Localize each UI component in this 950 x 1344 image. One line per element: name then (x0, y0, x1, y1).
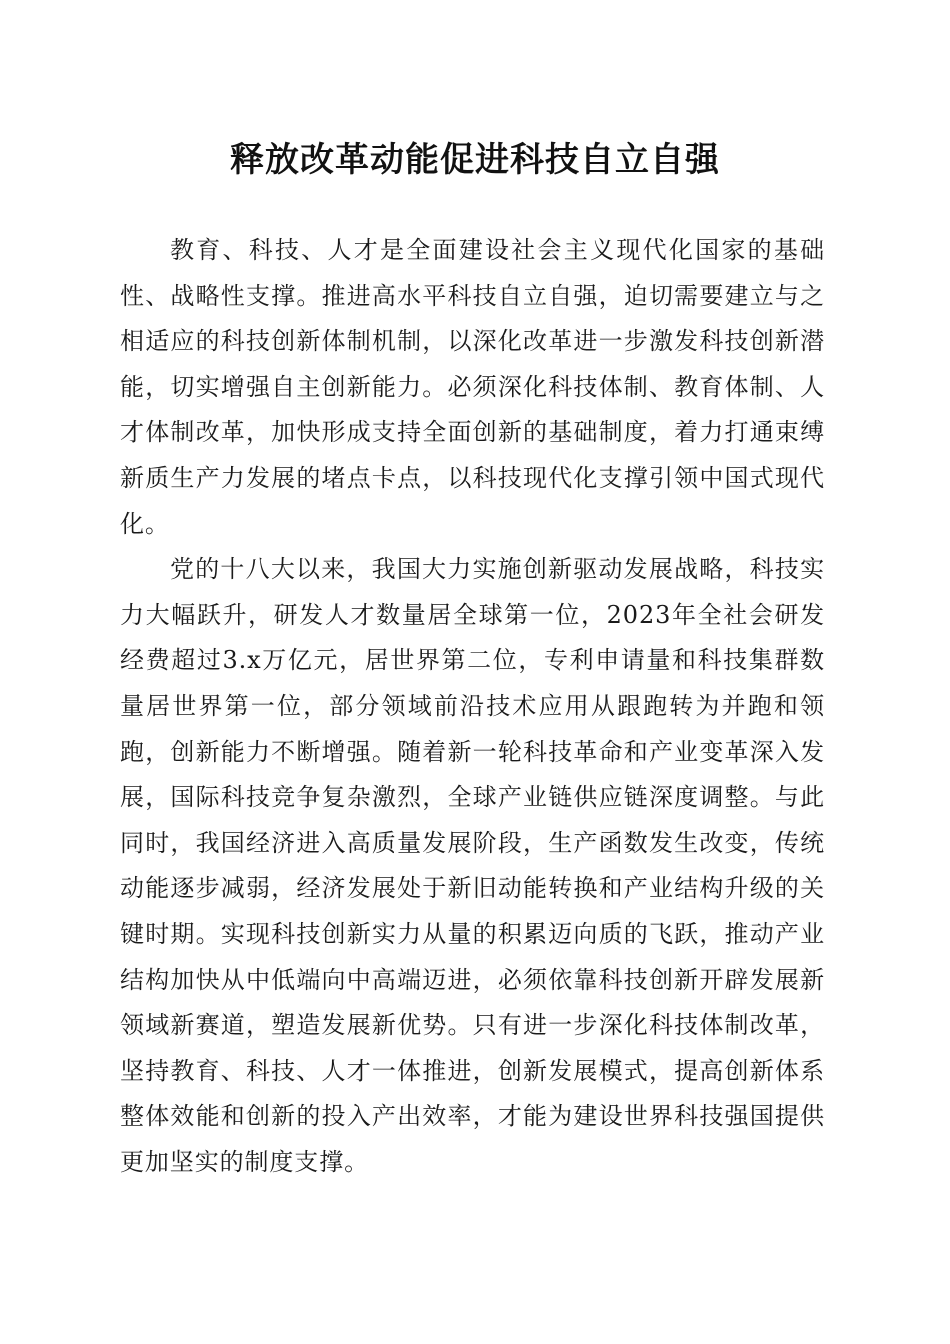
document-title: 释放改革动能促进科技自立自强 (230, 140, 720, 180)
paragraph: 党的十八大以来，我国大力实施创新驱动发展战略，科技实力大幅跃升，研发人才数量居全球第一位，2023年全社会研发经费超过3.x万亿元，居世界第二位，专利申请量和科技集群数量居世界第一位，部分领域前沿技术应用从跟跑转为并跑和领跑，创新能力不断增强。随着新一轮科技革命和产业变革深入发展，国际科技竞争复杂激烈，全球产业链供应链深度调整。与此同时，我国经济进入高质量发展阶段，生产函数发生改变，传统动能逐步减弱，经济发展处于新旧动能转换和产业结构升级的关键时期。实现科技创新实力从量的积累迈向质的飞跃，推动产业结构加快从中低端向中高端迈进，必须依靠科技创新开辟发展新领域新赛道，塑造发展新优势。只有进一步深化科技体制改革，坚持教育、科技、人才一体推进，创新发展模式，提高创新体系整体效能和创新的投入产出效率，才能为建设世界科技强国提供更加坚实的制度支撑。 (120, 555, 825, 1176)
document-body (120, 228, 825, 1185)
paragraph: 教育、科技、人才是全面建设社会主义现代化国家的基础性、战略性支撑。推进高水平科技自立自强，迫切需要建立与之相适应的科技创新体制机制，以深化改革进一步激发科技创新潜能，切实增强自主创新能力。必须深化科技体制、教育体制、人才体制改革，加快形成支持全面创新的基础制度，着力打通束缚新质生产力发展的堵点卡点，以科技现代化支撑引领中国式现代化。 (120, 236, 825, 538)
